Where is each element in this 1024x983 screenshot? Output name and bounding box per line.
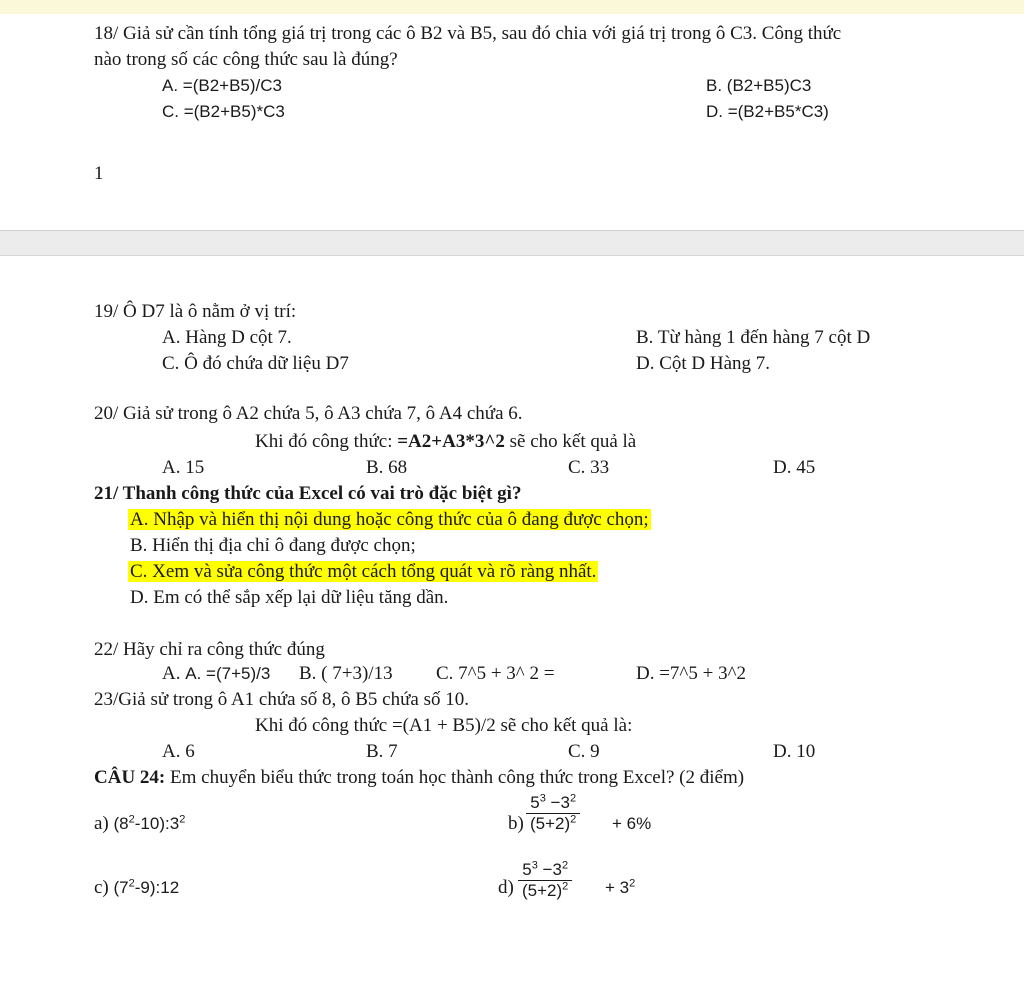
- q24-d-num-b-exp: 2: [561, 859, 569, 872]
- q23-option-c: C. 9: [568, 741, 600, 762]
- q24-item-c: [94, 876, 179, 900]
- q24-b-label: b): [508, 813, 524, 834]
- q21-option-b: B. Hiển thị địa chỉ ô đang được chọn;: [130, 535, 416, 556]
- q24-b-tail: + 6%: [612, 814, 652, 833]
- q24-b-fraction: [526, 793, 580, 834]
- q24-d-num-a: 5: [522, 860, 532, 879]
- q23-line2: Khi đó công thức =(A1 + B5)/2 sẽ cho kết quả là:: [255, 715, 633, 736]
- q21-option-c-text: C. Xem và sửa công thức một cách tổng quát và rõ ràng nhất.: [130, 561, 597, 582]
- q20-question: 20/ Giả sử trong ô A2 chứa 5, ô A3 chứa 7, ô A4 chứa 6.: [94, 403, 523, 424]
- q24-c-label: c): [94, 877, 109, 898]
- q19-question: 19/ Ô D7 là ô nằm ở vị trí:: [94, 301, 297, 322]
- q24-d-den-exp: 2: [562, 880, 569, 893]
- q24-b-num-a: 5: [530, 793, 540, 812]
- q24-d-tail: [605, 876, 635, 900]
- q19-option-d: D. Cột D Hàng 7.: [636, 353, 771, 374]
- q24-item-a: [94, 812, 185, 836]
- q21-option-d: D. Em có thể sắp xếp lại dữ liệu tăng dần.: [130, 587, 449, 608]
- q20-formula-line: [255, 430, 636, 454]
- q20-option-d: D. 45: [773, 457, 816, 478]
- q23-option-a: A. 6: [162, 741, 195, 762]
- q20-formula: =A2+A3*3^2: [397, 431, 505, 452]
- q18-option-b: B. (B2+B5)C3: [706, 76, 812, 95]
- q19-option-a: A. Hàng D cột 7.: [162, 327, 292, 348]
- q19-option-b: B. Từ hàng 1 đến hàng 7 cột D: [636, 327, 871, 348]
- q24-d-num-op: −3: [537, 860, 562, 879]
- q23-option-b: B. 7: [366, 741, 398, 762]
- q22-option-d: D. =7^5 + 3^2: [636, 663, 746, 684]
- top-page-edge: [0, 0, 1024, 14]
- q24-c-expression: [114, 878, 180, 897]
- q24-d-den: (5+2): [522, 881, 563, 900]
- page-number: 1: [94, 163, 104, 184]
- q24-c-base1: (7: [113, 878, 129, 897]
- q20-option-b: B. 68: [366, 457, 408, 478]
- q21-question: 21/ Thanh công thức của Excel có vai trò đặc biệt gì?: [94, 483, 522, 504]
- q24-a-base1: (8: [113, 814, 129, 833]
- q24-d-numerator: [518, 860, 572, 881]
- q24-b-den: (5+2): [530, 814, 571, 833]
- q23-option-d: D. 10: [773, 741, 816, 762]
- q24-heading: [94, 766, 744, 790]
- document-page-1: [0, 14, 1024, 230]
- q24-d-fraction: [518, 860, 572, 901]
- q23-question: 23/Giả sử trong ô A1 chứa số 8, ô B5 chứa số 10.: [94, 689, 469, 710]
- q21-option-a-text: A. Nhập và hiển thị nội dung hoặc công thức của ô đang được chọn;: [130, 509, 649, 530]
- q20-suffix: sẽ cho kết quả là: [504, 431, 637, 452]
- q20-option-a: A. 15: [162, 457, 205, 478]
- q18-option-a: A. =(B2+B5)/C3: [162, 76, 283, 95]
- q22-question: 22/ Hãy chỉ ra công thức đúng: [94, 639, 325, 660]
- q18-line1: 18/ Giả sử cần tính tổng giá trị trong các ô B2 và B5, sau đó chia với giá trị trong ô C3. Công thức: [94, 23, 842, 44]
- q24-b-numerator: [526, 793, 580, 814]
- q24-a-exp1: 2: [128, 813, 135, 826]
- q24-a-exp2: 2: [179, 813, 186, 826]
- q24-a-label: a): [94, 813, 109, 834]
- q21-option-c: [128, 560, 598, 584]
- q24-d-denominator: [518, 881, 572, 901]
- q21-option-a: [128, 508, 651, 532]
- q22-option-a-text: A. =(7+5)/3: [185, 664, 271, 683]
- q24-c-mid: -9):12: [134, 878, 180, 897]
- q22-option-b: B. ( 7+3)/13: [299, 663, 393, 684]
- q24-d-tail-text: + 3: [605, 878, 630, 897]
- q24-question: Em chuyển biểu thức trong toán học thành công thức trong Excel? (2 điểm): [165, 767, 745, 788]
- q18-line2: nào trong số các công thức sau là đúng?: [94, 49, 398, 70]
- q24-a-mid: -10):3: [134, 814, 180, 833]
- page-gap: [0, 230, 1024, 256]
- q24-c-exp1: 2: [128, 877, 135, 890]
- q24-b-num-op: −3: [545, 793, 570, 812]
- q22-option-c: C. 7^5 + 3^ 2 =: [436, 663, 555, 684]
- q24-b-num-b-exp: 2: [569, 792, 577, 805]
- q20-prefix: Khi đó công thức:: [255, 431, 398, 452]
- q20-option-c: C. 33: [568, 457, 610, 478]
- q18-option-d: D. =(B2+B5*C3): [706, 102, 829, 121]
- q24-d-tail-exp: 2: [629, 877, 636, 890]
- q24-b-num-a-exp: 3: [539, 792, 546, 805]
- q24-a-expression: [114, 814, 186, 833]
- q24-d-label: d): [498, 877, 514, 898]
- q18-option-c: C. =(B2+B5)*C3: [162, 102, 285, 121]
- q24-d-num-a-exp: 3: [531, 859, 538, 872]
- q22-option-a: A. A. =(7+5)/3: [162, 663, 271, 684]
- q24-label: CÂU 24:: [94, 767, 166, 788]
- q24-b-den-exp: 2: [570, 813, 577, 826]
- q24-b-denominator: [526, 814, 580, 834]
- q19-option-c: C. Ô đó chứa dữ liệu D7: [162, 353, 349, 374]
